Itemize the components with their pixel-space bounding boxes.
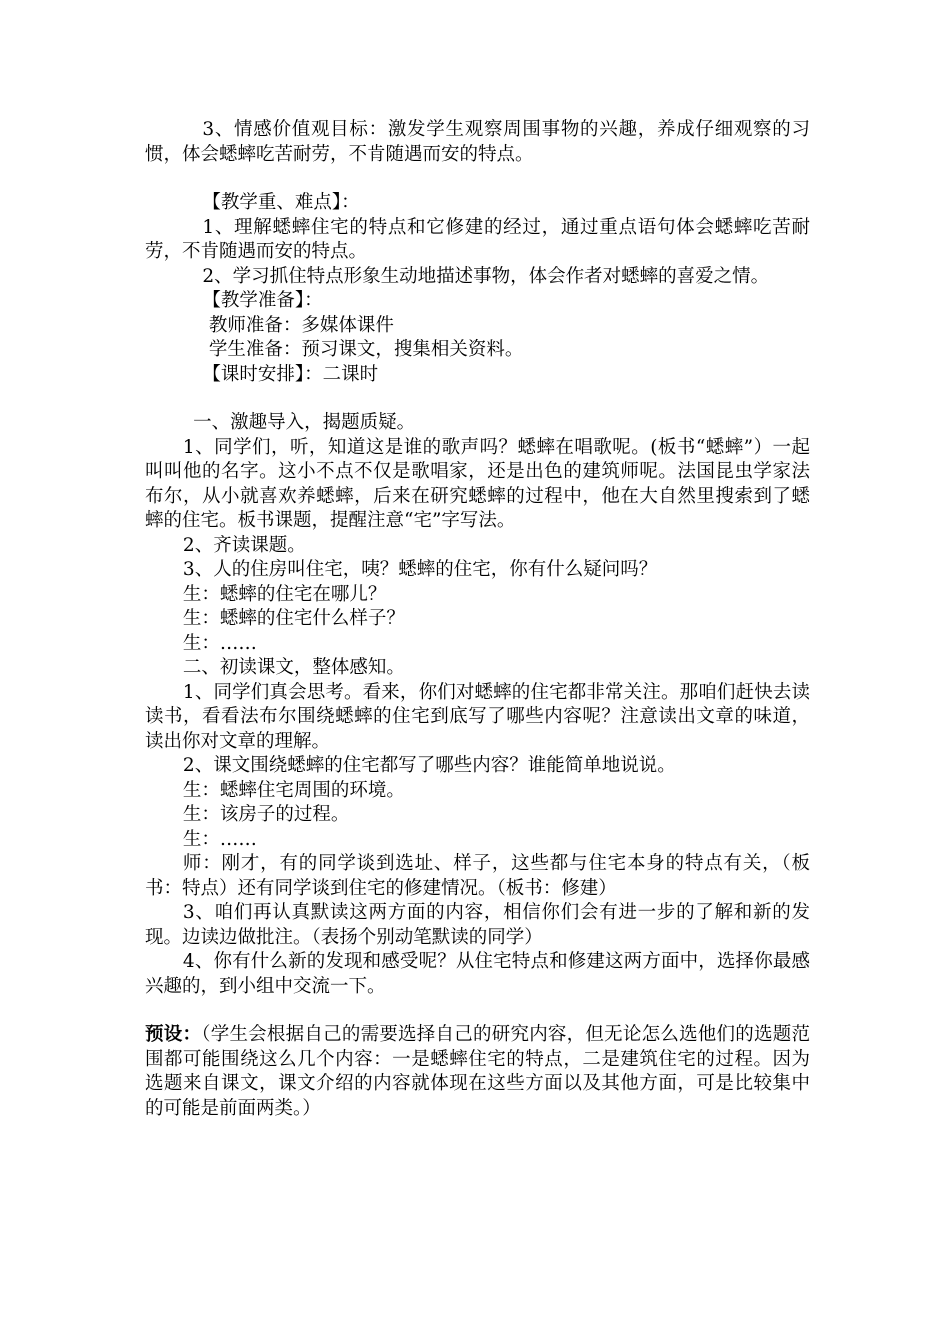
section-2-paragraph-3: 3、咱们再认真默读这两方面的内容，相信你们会有进一步的了解和新的发现。边读边做批注。（表扬个别动笔默读的同学） <box>145 902 810 948</box>
section-2-answer-1: 生：蟋蟀住宅周围的环境。 <box>182 779 405 801</box>
key-points-heading: 【教学重、难点】： <box>202 192 360 213</box>
section-1-paragraph-2: 2、齐读课题。 <box>182 534 306 556</box>
section-2-paragraph-1: 1、同学们真会思考。看来，你们对蟋蟀的住宅都非常关注。那咱们赶快去读读书，看看法布尔围绕蟋蟀的住宅到底写了哪些内容呢？注意读出文章的味道，读出你对文章的理解。 <box>145 681 810 752</box>
section-1-answer-3: 生：…… <box>182 632 257 654</box>
section-2-paragraph-2: 2、课文围绕蟋蟀的住宅都写了哪些内容？谁能简单地说说。 <box>182 755 676 776</box>
preparation-heading: 【教学准备】： <box>202 290 323 311</box>
preparation-teacher: 教师准备：多媒体课件 <box>208 314 394 336</box>
objective-paragraph: 3、情感价值观目标：激发学生观察周围事物的兴趣，养成仔细观察的习惯，体会蟋蟀吃苦耐劳，不肯随遇而安的特点。 <box>145 119 810 165</box>
section-2-paragraph-4: 4、你有什么新的发现和感受呢？从住宅特点和修建这两方面中，选择你最感兴趣的，到小组中交流一下。 <box>145 951 810 997</box>
schedule-heading: 【课时安排】：二课时 <box>202 363 379 385</box>
section-1-paragraph-1: 1、同学们，听，知道这是谁的歌声吗？蟋蟀在唱歌呢。(板书“蟋蟀”）一起叫叫他的名字。这小不点不仅是歌唱家，还是出色的建筑师呢。法国昆虫学家法布尔，从小就喜欢养蟋蟀，后来在研究蟋蟀的过程中，他在大自然里搜索到了蟋蟀的住宅。板书课题，提醒注意“宅”字写法。 <box>145 436 810 531</box>
section-2-answer-2: 生：该房子的过程。 <box>182 804 350 825</box>
key-point-2: 2、学习抓住特点形象生动地描述事物，体会作者对蟋蟀的喜爱之情。 <box>202 265 770 287</box>
preparation-student: 学生准备：预习课文，搜集相关资料。 <box>208 339 524 360</box>
preset-paragraph <box>145 1023 810 1121</box>
preset-label: 预设： <box>145 1024 202 1045</box>
section-1-answer-1: 生：蟋蟀的住宅在哪儿？ <box>182 583 387 605</box>
section-1-title: 一、激趣导入，揭题质疑。 <box>193 412 416 433</box>
section-2-answer-3: 生：…… <box>182 828 257 850</box>
section-1-paragraph-3: 3、人的住房叫住宅，咦？蟋蟀的住宅，你有什么疑问吗？ <box>182 559 658 580</box>
section-1-answer-2: 生：蟋蟀的住宅什么样子？ <box>182 608 405 629</box>
preset-text: （学生会根据自己的需要选择自己的研究内容，但无论怎么选他们的选题范围都可能围绕这么几个内容：一是蟋蟀住宅的特点，二是建筑住宅的过程。因为选题来自课文，课文介绍的内容就体现在这些方面以及其他方面，可是比较集中的可能是前面两类。） <box>145 1024 810 1119</box>
section-2-teacher-remark: 师：刚才，有的同学谈到选址、样子，这些都与住宅本身的特点有关，（板书：特点）还有同学谈到住宅的修建情况。（板书：修建） <box>145 853 810 899</box>
section-2-title: 二、初读课文，整体感知。 <box>182 657 405 678</box>
key-point-1: 1、理解蟋蟀住宅的特点和它修建的经过，通过重点语句体会蟋蟀吃苦耐劳，不肯随遇而安的特点。 <box>145 216 810 262</box>
